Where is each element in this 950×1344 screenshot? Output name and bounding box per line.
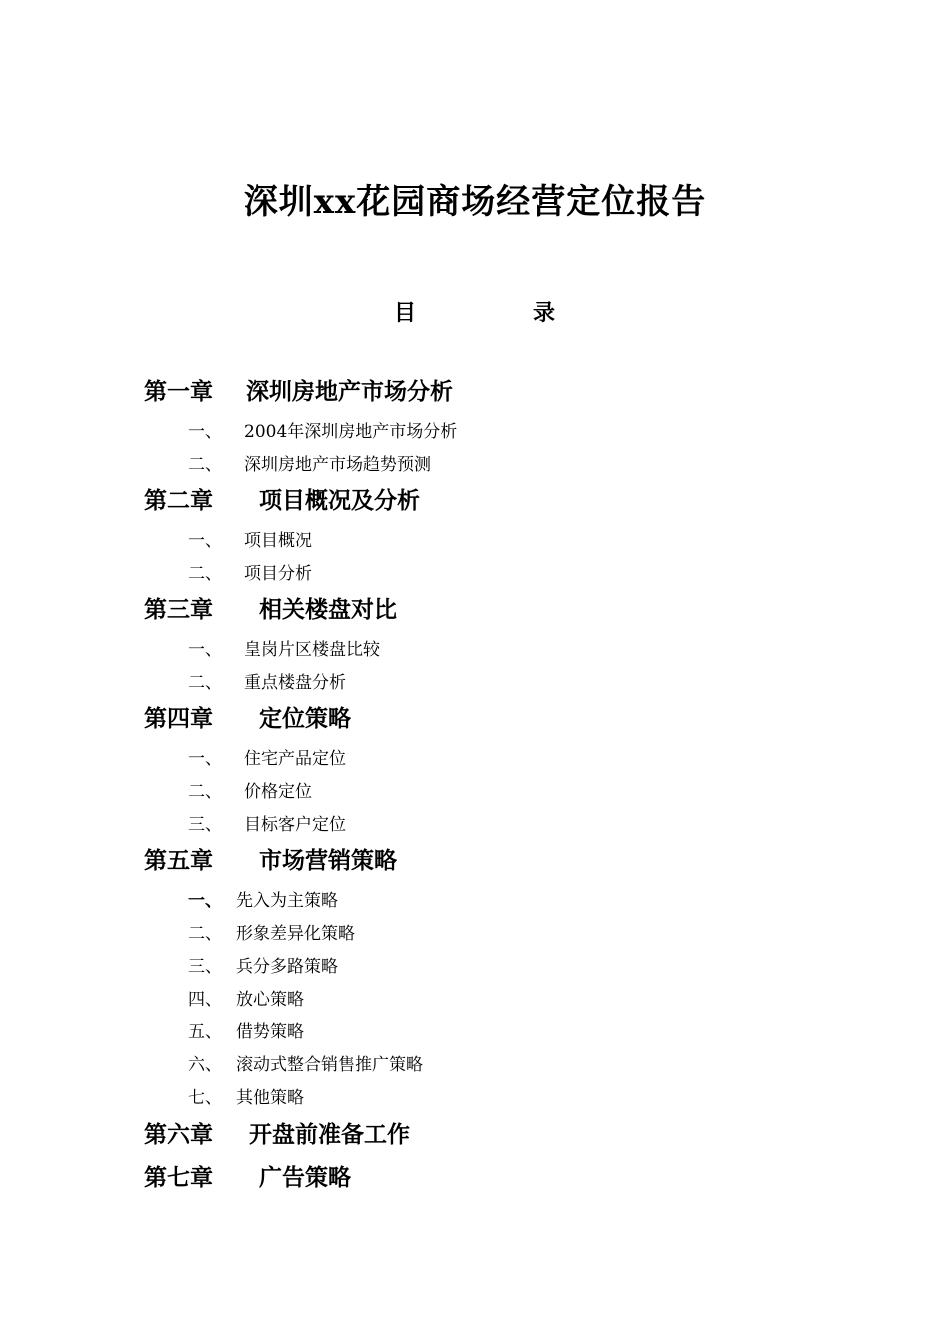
chapter-name: 广告策略 xyxy=(259,1165,351,1191)
chapter-label: 第三章 xyxy=(144,597,213,623)
item-number: 二、 xyxy=(188,782,222,802)
chapter-2 xyxy=(144,482,420,515)
item-number: 三、 xyxy=(188,815,222,835)
chapter-name: 市场营销策略 xyxy=(259,848,397,874)
chapter-name: 项目概况及分析 xyxy=(259,488,420,514)
item-number: 四、 xyxy=(188,990,222,1010)
chapter-name: 开盘前准备工作 xyxy=(249,1122,410,1148)
item-number: 一、 xyxy=(188,422,222,442)
item-number: 一、 xyxy=(188,640,222,660)
chapter-label: 第六章 xyxy=(144,1122,213,1148)
toc-heading-right: 录 xyxy=(533,301,556,326)
item-text: 目标客户定位 xyxy=(244,815,346,835)
item-text: 2004年深圳房地产市场分析 xyxy=(244,422,458,442)
chapter-3 xyxy=(144,591,397,624)
chapter-1 xyxy=(144,373,453,406)
item-text: 项目分析 xyxy=(244,564,312,584)
item-text: 兵分多路策略 xyxy=(236,957,338,977)
item-number: 三、 xyxy=(188,957,222,977)
item-number: 七、 xyxy=(188,1088,222,1108)
item-text: 皇岗片区楼盘比较 xyxy=(244,640,380,660)
chapter-label: 第七章 xyxy=(144,1165,213,1191)
item-number: 二、 xyxy=(188,564,222,584)
chapter-label: 第一章 xyxy=(144,379,213,405)
item-number: 一、 xyxy=(188,891,222,911)
item-number: 一、 xyxy=(188,749,222,769)
item-number: 六、 xyxy=(188,1055,222,1075)
chapter-6 xyxy=(144,1116,410,1149)
item-number: 二、 xyxy=(188,455,222,475)
chapter-label: 第四章 xyxy=(144,706,213,732)
item-text: 先入为主策略 xyxy=(236,891,338,911)
item-number: 一、 xyxy=(188,531,222,551)
item-text: 重点楼盘分析 xyxy=(244,673,346,693)
chapter-label: 第五章 xyxy=(144,848,213,874)
item-text: 形象差异化策略 xyxy=(236,924,355,944)
item-text: 借势策略 xyxy=(236,1022,304,1042)
item-text: 价格定位 xyxy=(244,782,312,802)
document-title: 深圳xx花园商场经营定位报告 xyxy=(243,182,707,222)
item-text: 项目概况 xyxy=(244,531,312,551)
item-text: 其他策略 xyxy=(236,1088,304,1108)
chapter-name: 相关楼盘对比 xyxy=(259,597,397,623)
item-text: 住宅产品定位 xyxy=(244,749,346,769)
item-number: 二、 xyxy=(188,924,222,944)
chapter-name: 深圳房地产市场分析 xyxy=(246,379,453,405)
chapter-4 xyxy=(144,700,351,733)
toc-heading-left: 目 xyxy=(394,301,417,326)
chapter-5 xyxy=(144,842,397,875)
item-number: 五、 xyxy=(188,1022,222,1042)
chapter-label: 第二章 xyxy=(144,488,213,514)
chapter-name: 定位策略 xyxy=(259,706,351,732)
item-text: 深圳房地产市场趋势预测 xyxy=(244,455,431,475)
item-text: 放心策略 xyxy=(236,990,304,1010)
chapter-7 xyxy=(144,1159,351,1192)
item-number: 二、 xyxy=(188,673,222,693)
item-text: 滚动式整合销售推广策略 xyxy=(236,1055,423,1075)
